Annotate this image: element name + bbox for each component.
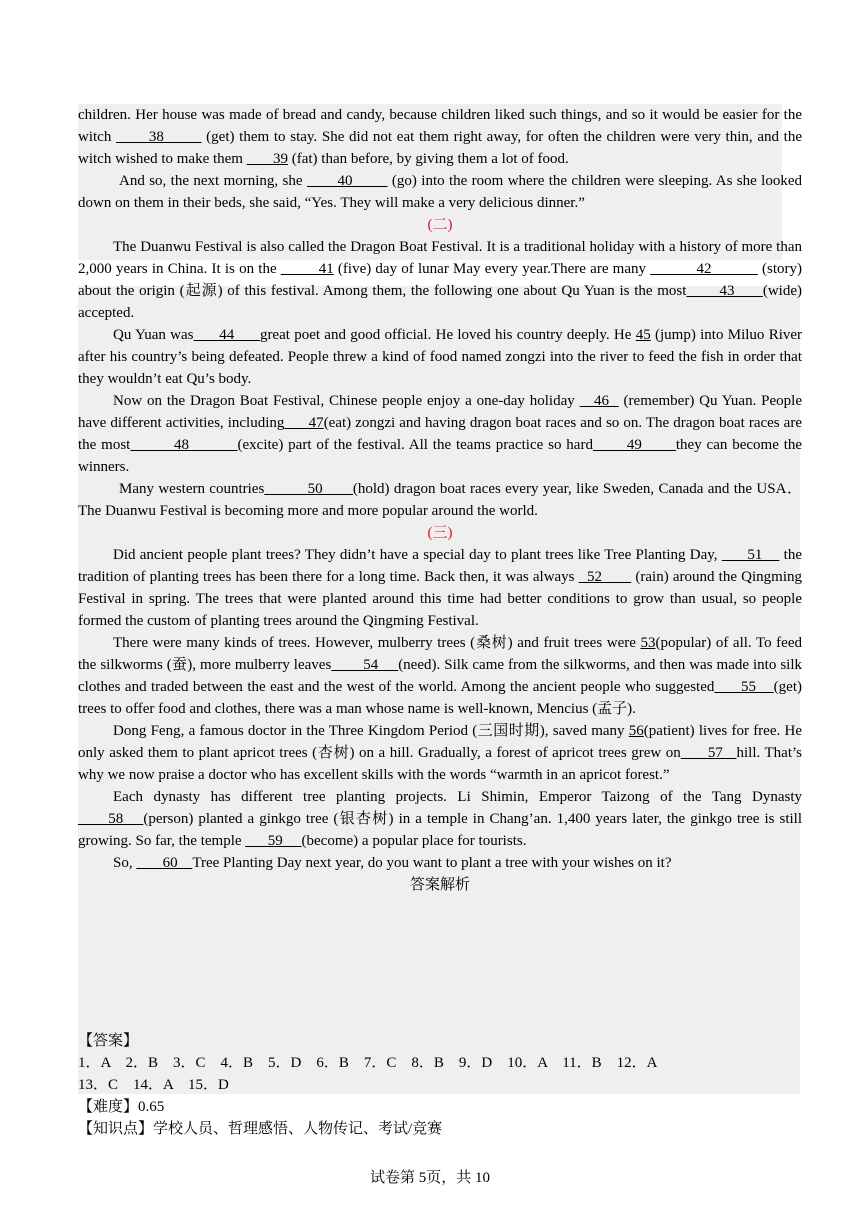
text: (remember) Qu Yuan. People have different activities, including (78, 393, 802, 431)
text: There were many kinds of trees. However, mulberry trees (桑树) and fruit trees were (113, 635, 641, 651)
blank-55: 55 (714, 679, 774, 695)
paragraph-witch-2 (78, 170, 802, 214)
knowledge-points: 【知识点】学校人员、哲理感悟、人物传记、考试/竞赛 (78, 1121, 443, 1137)
text: (five) day of lunar May every year.There are many (333, 261, 651, 277)
paragraph-witch-1 (78, 104, 802, 170)
section-heading-2: (二) (427, 217, 453, 233)
blank-39: 39 (246, 151, 288, 167)
answer-line-1: 1．A 2．B 3．C 4．B 5．D 6．B 7．C 8．B 9．D 10．A 11．B 12．A (78, 1055, 658, 1071)
blank-48: 48 (130, 437, 238, 453)
blank-43: 43 (686, 283, 763, 299)
text: children. Her house was made of bread and candy, because children liked such things, and so it would be easier for the witch (78, 107, 802, 145)
text: (become) a popular place for tourists. (301, 833, 527, 849)
text: (rain) around the Qingming Festival in spring. The trees that were planted around this time had better conditions to grow than usual, so people formed the custom of planting trees around the Qingming Festival. (78, 569, 803, 629)
paragraph-duanwu-2 (78, 324, 802, 390)
blank-40: 40 (306, 173, 388, 189)
text: Did ancient people plant trees? They didn’t have a special day to plant trees like Tree Planting Day, (113, 547, 722, 563)
text: (eat) zongzi and having dragon boat races and so on. The dragon boat races are the most (78, 415, 802, 453)
difficulty: 【难度】0.65 (78, 1099, 165, 1115)
answer-label: 【答案】 (78, 1033, 139, 1049)
blank-50: 50 (264, 481, 353, 497)
answer-section-title: 答案解析 (409, 877, 470, 893)
blank-51: 51 (721, 547, 780, 563)
text: Each dynasty has different tree planting projects. Li Shimin, Emperor Taizong of the Tang Dynasty (113, 789, 802, 805)
blank-41: 41 (280, 261, 334, 277)
text: (need). Silk came from the silkworms, and then was made into silk clothes and traded between the east and the west of the world. Among the ancient people who suggested (78, 657, 802, 695)
text: (go) into the room where the children were sleeping. As she looked down on them in their beds, she said, “Yes. They will make a very delicious dinner.” (78, 173, 802, 211)
paragraph-duanwu-4 (78, 478, 802, 522)
text: The Duanwu Festival is also called the Dragon Boat Festival. It is a traditional holiday with a history of more than 2,000 years in China. It is on the (78, 239, 802, 277)
paragraph-trees-1 (78, 544, 802, 632)
text: the tradition of planting trees has been there for a long time. Back then, it was always (78, 547, 802, 585)
text: (patient) lives for free. He only asked them to plant apricot trees (杏树) on a hill. Gradually, a forest of apricot trees grew on (78, 723, 802, 761)
text: Many western countries (119, 481, 265, 497)
answer-line-2: 13．C 14．A 15．D (78, 1077, 229, 1093)
blank-52: 52 (578, 569, 632, 585)
text: (fat) than before, by giving them a lot of food. (287, 151, 569, 167)
blank-57: 57 (680, 745, 737, 761)
blank-38: 38 (116, 129, 202, 145)
text: (get) them to stay. She did not eat them right away, for often the children were very thin, and the witch wished to make them (78, 129, 803, 167)
blank-45: 45 (635, 327, 651, 343)
paragraph-trees-2 (78, 632, 802, 720)
text: So, (113, 855, 137, 871)
paragraph-trees-3 (78, 720, 802, 786)
text: (person) planted a ginkgo tree (银杏树) in a temple in Chang’an. 1,400 years later, the ginkgo tree is still growing. So far, the temple (78, 811, 803, 849)
section-heading-3: (三) (427, 525, 453, 541)
text: (hold) dragon boat races every year, like Sweden, Canada and the USA．The Duanwu Festival is becoming more and more popular around the world. (78, 481, 802, 519)
text: Tree Planting Day next year, do you want to plant a tree with your wishes on it? (192, 855, 672, 871)
blank-56: 56 (628, 723, 644, 739)
blank-47: 47 (284, 415, 324, 431)
blank-46: 46 (579, 393, 619, 409)
text: Qu Yuan was (113, 327, 194, 343)
text: great poet and good official. He loved his country deeply. He (259, 327, 636, 343)
text: (wide) accepted. (78, 283, 803, 321)
blank-60: 60 (136, 855, 193, 871)
text: (popular) of all. To feed the silkworms (蚕), more mulberry leaves (78, 635, 802, 673)
blank-42: 42 (650, 261, 758, 277)
paragraph-trees-5 (78, 852, 802, 874)
paragraph-duanwu-1 (78, 236, 802, 324)
text: (excite) part of the festival. All the teams practice so hard (237, 437, 593, 453)
text: they can become the winners. (78, 437, 803, 475)
text: Dong Feng, a famous doctor in the Three Kingdom Period (三国时期), saved many (113, 723, 629, 739)
passage-content (78, 104, 802, 896)
blank-54: 54 (331, 657, 399, 673)
blank-49: 49 (592, 437, 676, 453)
paragraph-duanwu-3 (78, 390, 802, 478)
page-footer: 试卷第 5页，共 10 (369, 1170, 490, 1186)
text: hill. That’s why we now praise a doctor who has excellent skills with the words “warmth in an apricot forest.” (78, 745, 803, 783)
blank-53: 53 (640, 635, 656, 651)
text: (jump) into Miluo River after his country’s being defeated. People threw a kind of food named zongzi into the river to feed the fish in order that they wouldn’t eat Qu’s body. (78, 327, 803, 387)
blank-44: 44 (193, 327, 260, 343)
paragraph-trees-4 (78, 786, 802, 852)
blank-59: 59 (245, 833, 302, 849)
answer-block (78, 1030, 802, 1140)
blank-58: 58 (78, 811, 144, 827)
text: (story) about the origin (起源) of this festival. Among them, the following one about Qu Yuan is the most (78, 261, 803, 299)
text: Now on the Dragon Boat Festival, Chinese people enjoy a one-day holiday (113, 393, 580, 409)
text: And so, the next morning, she (119, 173, 307, 189)
text: (get) trees to offer food and clothes, there was a man whose name is well-known, Mencius (孟子). (78, 679, 802, 717)
